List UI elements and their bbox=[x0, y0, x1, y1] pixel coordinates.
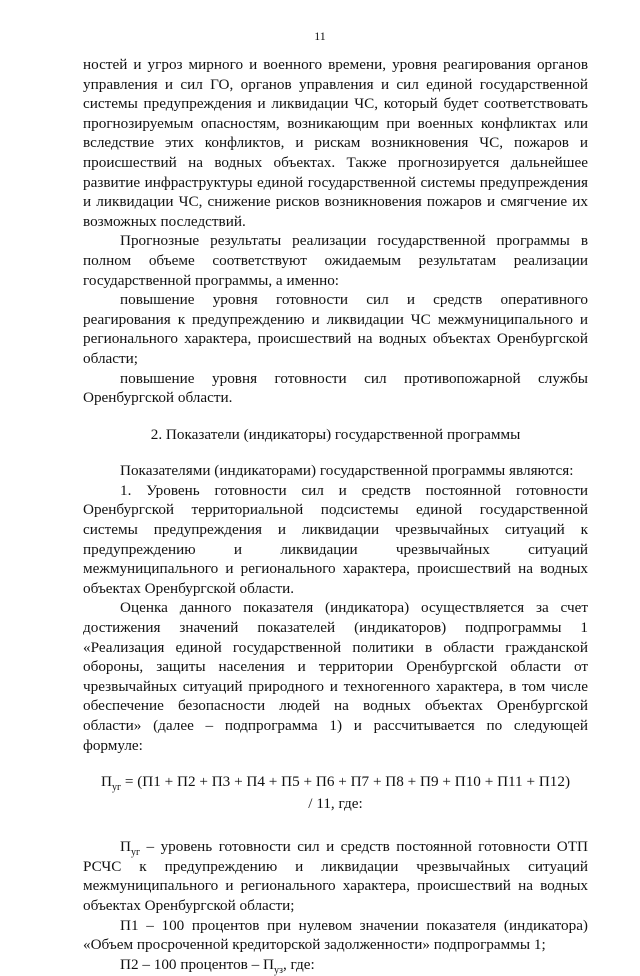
formula-lhs-subscript: уг bbox=[111, 782, 122, 794]
definition-p2-tail: , где: bbox=[282, 955, 315, 973]
definition-p2-text: П2 – 100 процентов – П bbox=[120, 955, 274, 973]
paragraph-forecast-results: Прогнозные результаты реализации государственной программы в полном объеме соответствуют ожидаемым результатам реализации государственной программы, а именно: bbox=[83, 232, 588, 289]
paragraph-readiness-emergency: повышение уровня готовности сил и средств оперативного реагирования к предупреждению и ликвидации ЧС межмуниципального и регионального характера, происшествий на водных объектах Оренбургской области; bbox=[83, 291, 588, 367]
paragraph-indicator-1: 1. Уровень готовности сил и средств постоянной готовности Оренбургской территориальной подсистемы единой государственной системы предупреждения и ликвидации чрезвычайных ситуаций к предупреждению и ликвидации чрезвычайных ситуаций межмуниципального и регионального характера, происшествий на водных объектах Оренбургской области. bbox=[83, 481, 588, 597]
section-heading: 2. Показатели (индикаторы) государственной программы bbox=[150, 425, 521, 443]
formula-lhs: П bbox=[100, 773, 112, 791]
definition-pug-symbol: П bbox=[120, 838, 131, 856]
document-body bbox=[83, 55, 588, 974]
definition-p2 bbox=[83, 955, 588, 975]
definition-pug-subscript: уг bbox=[130, 847, 141, 859]
paragraph-readiness-fire-service: повышение уровня готовности сил противопожарной службы Оренбургской области. bbox=[83, 369, 588, 407]
formula-rhs: = (П1 + П2 + П3 + П4 + П5 + П6 + П7 + П8 + П9 + П10 + П11 + П12) bbox=[121, 773, 571, 791]
definition-pug bbox=[83, 837, 588, 915]
page-number: 11 bbox=[314, 29, 326, 43]
formula bbox=[83, 771, 588, 793]
paragraph-intro-continuation: ностей и угроз мирного и военного времени, уровня реагирования органов управления и сил ГО, органов управления и сил единой государственной системы предупреждения и ликвидации ЧС, который будет соответствовать прогнозируемым опасностям, возникающим при военных конфликтах или вследствие этих конфликтов, и рискам возникновения ЧС, пожаров и происшествий на водных объектах. Также прогнозируется дальнейшее развитие инфраструктуры единой государственной системы предупреждения и ликвидации ЧС, снижение рисков возникновения пожаров и смягчение их возможных последствий. bbox=[83, 56, 588, 230]
paragraph-indicators-intro: Показателями (индикаторами) государственной программы являются: bbox=[120, 462, 574, 480]
definition-pug-text: – уровень готовности сил и средств постоянной готовности ОТП РСЧС к предупреждению и ликвидации чрезвычайных ситуаций межмуниципального и регионального характера, происшествий на водных объектах Оренбургской области; bbox=[83, 838, 588, 914]
definition-p2-subscript: уз bbox=[274, 964, 283, 976]
paragraph-indicator-evaluation: Оценка данного показателя (индикатора) осуществляется за счет достижения значений показателей (индикаторов) подпрограммы 1 «Реализация единой государственной политики в области гражданской обороны, защиты населения и территории Оренбургской области от чрезвычайных ситуаций природного и техногенного характера, в том числе обеспечение безопасности людей на водных объектах Оренбургской области» (далее – подпрограмма 1) и рассчитывается по следующей формуле: bbox=[83, 599, 588, 754]
definition-p1: П1 – 100 процентов при нулевом значении показателя (индикатора) «Объем просроченной кредиторской задолженности» подпрограммы 1; bbox=[83, 916, 588, 954]
formula-continuation: / 11, где: bbox=[308, 795, 363, 813]
